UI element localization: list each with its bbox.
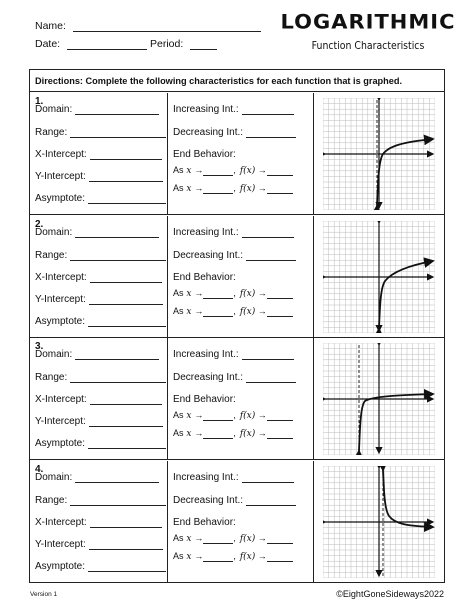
domain-answer-line[interactable]	[75, 349, 159, 360]
end-behavior-line-1[interactable]	[173, 288, 293, 299]
directions-text: Directions: Complete the following characteristics for each function that is graphed.	[30, 70, 444, 92]
copyright-label: ©EightGoneSideways2022	[336, 589, 444, 599]
as-label: As	[173, 532, 184, 543]
asymptote-label: Asymptote:	[35, 193, 86, 204]
range-answer-line[interactable]	[70, 127, 166, 138]
characteristics-column	[30, 338, 168, 459]
decreasing-interval-field[interactable]	[173, 372, 296, 383]
y-intercept-field[interactable]	[35, 294, 163, 305]
decreasing-interval-label: Decreasing Int.:	[173, 494, 244, 506]
asymptote-answer-line[interactable]	[88, 561, 166, 572]
domain-label: Domain:	[35, 471, 73, 483]
comma: ,	[233, 428, 236, 438]
x-intercept-field[interactable]	[35, 517, 162, 528]
name-field[interactable]	[35, 20, 261, 32]
end-behavior-line-1[interactable]	[173, 533, 293, 544]
function-graph-4	[323, 466, 435, 578]
increasing-interval-field[interactable]	[173, 104, 294, 115]
arrow-symbol: →	[194, 165, 204, 175]
arrow-symbol: →	[257, 532, 267, 543]
fx-label: f(x)	[239, 551, 256, 562]
problem-row-2	[30, 216, 444, 338]
x-approach-blank[interactable]	[203, 308, 233, 317]
x-variable: x	[183, 166, 195, 176]
arrow-symbol: →	[257, 305, 267, 316]
decreasing-interval-label: Decreasing Int.:	[173, 127, 244, 138]
y-intercept-label: Y-Intercept:	[35, 171, 86, 182]
fx-label: f(x)	[239, 306, 256, 317]
problem-row-1	[30, 93, 444, 215]
decreasing-interval-answer-line[interactable]	[246, 495, 296, 506]
fx-approach-blank[interactable]	[267, 185, 293, 194]
fx-label: f(x)	[239, 166, 256, 176]
x-intercept-answer-line[interactable]	[90, 149, 162, 160]
as-label: As	[173, 165, 184, 175]
asymptote-field[interactable]	[35, 193, 166, 204]
behavior-column	[168, 338, 314, 459]
comma: ,	[233, 410, 236, 420]
increasing-interval-field[interactable]	[173, 472, 294, 483]
decreasing-interval-answer-line[interactable]	[246, 372, 296, 383]
x-intercept-label: X-Intercept:	[35, 394, 87, 405]
date-field[interactable]	[35, 38, 147, 50]
problems-container	[30, 93, 444, 583]
problem-number: 4.	[35, 463, 44, 475]
end-behavior-line-2[interactable]	[173, 306, 293, 317]
fx-approach-blank[interactable]	[267, 167, 293, 176]
x-variable: x	[183, 429, 195, 439]
date-label: Date:	[35, 38, 61, 50]
x-intercept-label: X-Intercept:	[35, 149, 87, 160]
arrow-symbol: →	[257, 183, 267, 193]
arrow-symbol: →	[194, 305, 204, 316]
end-behavior-label: End Behavior:	[173, 271, 236, 283]
as-label: As	[173, 305, 184, 316]
fx-approach-blank[interactable]	[267, 553, 293, 562]
fx-label: f(x)	[239, 288, 256, 299]
x-variable: x	[183, 184, 195, 194]
fx-approach-blank[interactable]	[267, 430, 293, 439]
x-intercept-field[interactable]	[35, 394, 162, 405]
version-label: Version 1	[30, 591, 58, 598]
problem-number: 2.	[35, 218, 44, 230]
comma: ,	[233, 165, 236, 175]
behavior-column	[168, 93, 314, 214]
asymptote-label: Asymptote:	[35, 438, 86, 449]
range-field[interactable]	[35, 127, 166, 138]
comma: ,	[233, 532, 236, 543]
range-field[interactable]	[35, 250, 166, 261]
decreasing-interval-label: Decreasing Int.:	[173, 249, 244, 261]
arrow-symbol: →	[257, 410, 267, 420]
as-label: As	[173, 183, 184, 193]
arrow-symbol: →	[257, 287, 267, 298]
worksheet-table	[29, 69, 445, 583]
problem-row-3	[30, 338, 444, 460]
arrow-symbol: →	[257, 428, 267, 438]
range-field[interactable]	[35, 372, 166, 383]
x-approach-blank[interactable]	[203, 185, 233, 194]
end-behavior-label: End Behavior:	[173, 394, 236, 405]
x-intercept-label: X-Intercept:	[35, 271, 87, 283]
x-variable: x	[183, 533, 195, 544]
comma: ,	[233, 550, 236, 561]
asymptote-answer-line[interactable]	[88, 193, 166, 204]
comma: ,	[233, 305, 236, 316]
x-intercept-answer-line[interactable]	[90, 272, 162, 283]
x-approach-blank[interactable]	[203, 412, 233, 421]
y-intercept-answer-line[interactable]	[89, 416, 163, 427]
period-input-line[interactable]	[190, 39, 217, 50]
fx-label: f(x)	[239, 184, 256, 194]
decreasing-interval-answer-line[interactable]	[246, 250, 296, 261]
y-intercept-label: Y-Intercept:	[35, 538, 86, 550]
problem-number: 1.	[35, 96, 44, 107]
y-intercept-field[interactable]	[35, 171, 163, 182]
x-approach-blank[interactable]	[203, 167, 233, 176]
increasing-interval-answer-line[interactable]	[242, 472, 294, 483]
x-approach-blank[interactable]	[203, 290, 233, 299]
x-variable: x	[183, 306, 195, 317]
arrow-symbol: →	[194, 410, 204, 420]
end-behavior-line-2[interactable]	[173, 183, 293, 194]
domain-field[interactable]	[35, 227, 159, 238]
fx-label: f(x)	[239, 533, 256, 544]
y-intercept-field[interactable]	[35, 416, 163, 427]
domain-field[interactable]	[35, 349, 159, 360]
range-label: Range:	[35, 249, 68, 261]
x-intercept-field[interactable]	[35, 272, 162, 283]
x-intercept-label: X-Intercept:	[35, 516, 87, 528]
x-approach-blank[interactable]	[203, 430, 233, 439]
comma: ,	[233, 183, 236, 193]
graph-column	[314, 461, 444, 584]
fx-approach-blank[interactable]	[267, 290, 293, 299]
domain-label: Domain:	[35, 104, 73, 115]
arrow-symbol: →	[194, 183, 204, 193]
range-field[interactable]	[35, 495, 166, 506]
period-field[interactable]	[150, 38, 217, 50]
problem-number: 3.	[35, 341, 44, 352]
arrow-symbol: →	[257, 550, 267, 561]
asymptote-field[interactable]	[35, 561, 166, 572]
x-intercept-answer-line[interactable]	[90, 394, 162, 405]
x-variable: x	[183, 288, 195, 299]
x-intercept-answer-line[interactable]	[90, 517, 162, 528]
y-intercept-answer-line[interactable]	[89, 294, 163, 305]
name-input-line[interactable]	[73, 21, 261, 32]
as-label: As	[173, 550, 184, 561]
domain-field[interactable]	[35, 472, 159, 483]
end-behavior-line-1[interactable]	[173, 410, 293, 421]
increasing-interval-field[interactable]	[173, 349, 294, 360]
asymptote-field[interactable]	[35, 438, 166, 449]
problem-row-4	[30, 461, 444, 584]
x-intercept-field[interactable]	[35, 149, 162, 160]
graph-column	[314, 93, 444, 214]
increasing-interval-answer-line[interactable]	[242, 227, 294, 238]
name-label: Name:	[35, 20, 66, 32]
arrow-symbol: →	[194, 550, 204, 561]
domain-answer-line[interactable]	[75, 227, 159, 238]
fx-approach-blank[interactable]	[267, 412, 293, 421]
function-graph-3	[323, 343, 435, 455]
x-approach-blank[interactable]	[203, 553, 233, 562]
range-answer-line[interactable]	[70, 495, 166, 506]
domain-field[interactable]	[35, 104, 159, 115]
fx-approach-blank[interactable]	[267, 535, 293, 544]
end-behavior-line-2[interactable]	[173, 428, 293, 439]
arrow-symbol: →	[194, 532, 204, 543]
characteristics-column	[30, 93, 168, 214]
range-label: Range:	[35, 494, 68, 506]
increasing-interval-label: Increasing Int.:	[173, 104, 239, 115]
range-label: Range:	[35, 127, 68, 138]
graph-column	[314, 216, 444, 337]
arrow-symbol: →	[257, 165, 267, 175]
increasing-interval-field[interactable]	[173, 227, 294, 238]
increasing-interval-answer-line[interactable]	[242, 104, 294, 115]
graph-column	[314, 338, 444, 459]
arrow-symbol: →	[194, 287, 204, 298]
as-label: As	[173, 410, 184, 420]
characteristics-column	[30, 216, 168, 337]
domain-answer-line[interactable]	[75, 104, 159, 115]
x-approach-blank[interactable]	[203, 535, 233, 544]
behavior-column	[168, 216, 314, 337]
function-curve	[383, 470, 433, 527]
range-label: Range:	[35, 372, 68, 383]
asymptote-answer-line[interactable]	[88, 316, 166, 327]
increasing-interval-answer-line[interactable]	[242, 349, 294, 360]
end-behavior-line-2[interactable]	[173, 551, 293, 562]
range-answer-line[interactable]	[70, 372, 166, 383]
behavior-column	[168, 461, 314, 584]
x-variable: x	[183, 551, 195, 562]
increasing-interval-label: Increasing Int.:	[173, 226, 239, 238]
function-curve	[377, 139, 433, 206]
as-label: As	[173, 428, 184, 438]
function-graph-2	[323, 221, 435, 333]
asymptote-label: Asymptote:	[35, 315, 86, 327]
as-label: As	[173, 287, 184, 298]
fx-label: f(x)	[239, 411, 256, 421]
decreasing-interval-label: Decreasing Int.:	[173, 372, 244, 383]
asymptote-answer-line[interactable]	[88, 438, 166, 449]
period-label: Period:	[150, 38, 184, 50]
increasing-interval-label: Increasing Int.:	[173, 471, 239, 483]
decreasing-interval-field[interactable]	[173, 127, 296, 138]
asymptote-label: Asymptote:	[35, 560, 86, 572]
page-title: LOGARITHMIC	[280, 10, 456, 34]
comma: ,	[233, 287, 236, 298]
decreasing-interval-field[interactable]	[173, 495, 296, 506]
end-behavior-label: End Behavior:	[173, 149, 236, 160]
characteristics-column	[30, 461, 168, 584]
asymptote-field[interactable]	[35, 316, 166, 327]
range-answer-line[interactable]	[70, 250, 166, 261]
decreasing-interval-answer-line[interactable]	[246, 127, 296, 138]
end-behavior-label: End Behavior:	[173, 516, 236, 528]
fx-label: f(x)	[239, 429, 256, 439]
end-behavior-line-1[interactable]	[173, 165, 293, 176]
arrow-symbol: →	[194, 428, 204, 438]
y-intercept-field[interactable]	[35, 539, 163, 550]
function-graph-1	[323, 98, 435, 210]
x-variable: x	[183, 411, 195, 421]
y-intercept-answer-line[interactable]	[89, 539, 163, 550]
increasing-interval-label: Increasing Int.:	[173, 349, 239, 360]
decreasing-interval-field[interactable]	[173, 250, 296, 261]
fx-approach-blank[interactable]	[267, 308, 293, 317]
domain-label: Domain:	[35, 349, 73, 360]
domain-label: Domain:	[35, 226, 73, 238]
domain-answer-line[interactable]	[75, 472, 159, 483]
page-subtitle: Function Characteristics	[311, 39, 425, 52]
date-input-line[interactable]	[67, 39, 147, 50]
y-intercept-label: Y-Intercept:	[35, 416, 86, 427]
y-intercept-answer-line[interactable]	[89, 171, 163, 182]
y-intercept-label: Y-Intercept:	[35, 293, 86, 305]
